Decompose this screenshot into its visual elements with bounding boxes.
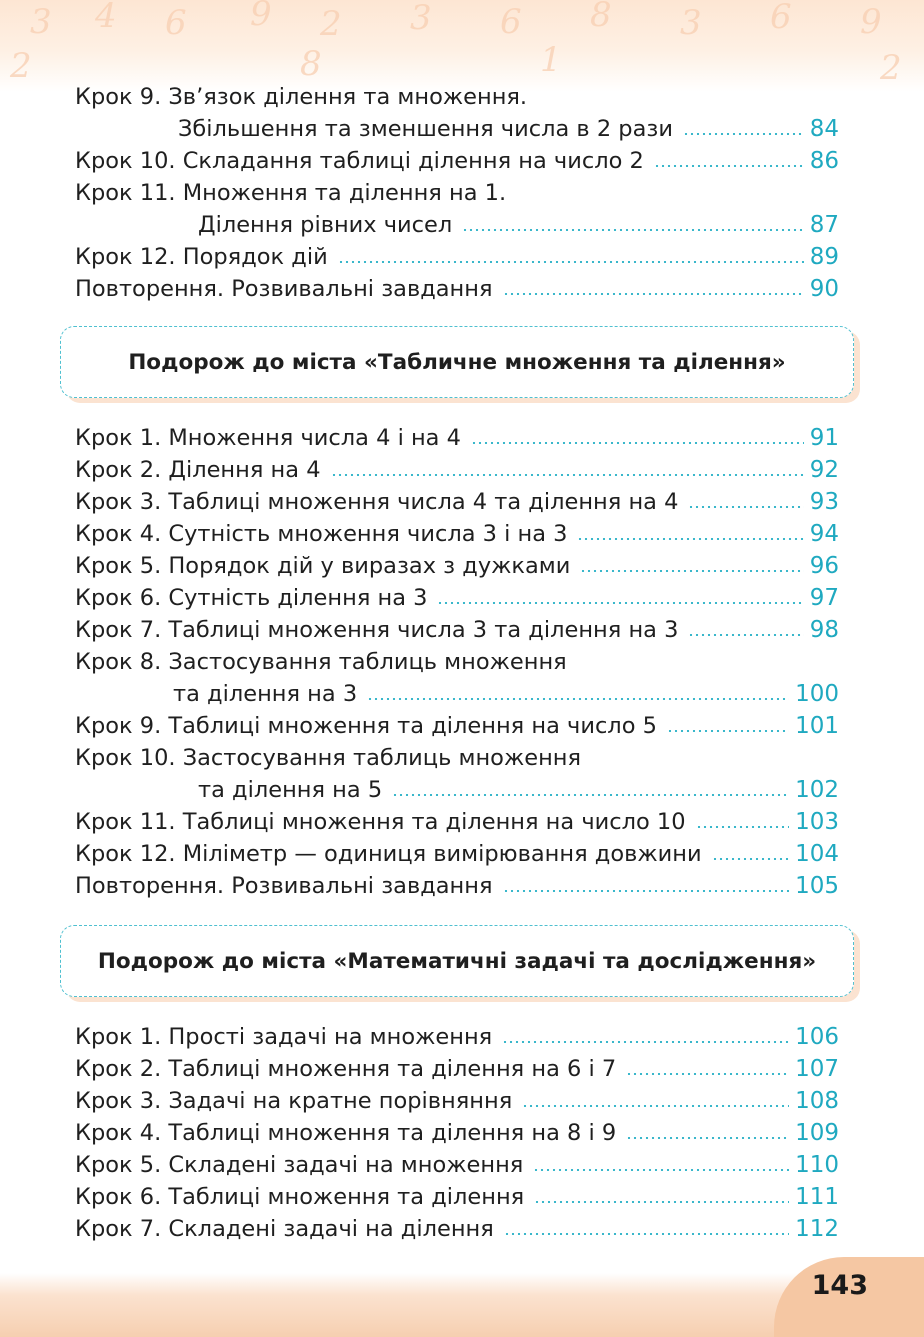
toc-entry-label: Крок 10. Складання таблиці ділення на число 2 [75,148,644,174]
dot-leader [503,293,804,295]
decorative-digit: 2 [320,4,342,44]
dot-leader [534,1201,789,1203]
toc-entry-line[interactable] [75,1213,839,1245]
dot-leader [577,538,803,540]
page-number: 143 [811,1270,868,1301]
toc-entry-line[interactable] [75,113,839,145]
toc-page-number: 105 [795,873,839,899]
decorative-digit: 3 [680,3,702,43]
decorative-digit: 6 [770,0,792,37]
dot-leader [580,570,803,572]
toc-page-number: 84 [809,116,839,142]
toc-page-number: 87 [809,212,839,238]
toc-entry-label: Крок 11. Множення та ділення на 1. [75,180,507,206]
toc-page-number: 109 [795,1120,839,1146]
toc-page-number: 90 [809,276,839,302]
toc-entry-label: Крок 8. Застосування таблиць множення [75,649,567,675]
toc-page-number: 103 [795,809,839,835]
toc-entry-line[interactable] [75,710,839,742]
section-heading-box [60,925,854,997]
toc-entry-line[interactable] [75,742,839,774]
dot-leader [462,229,803,231]
toc-page-number: 93 [809,489,839,515]
toc-entry-line[interactable] [75,486,839,518]
dot-leader [654,165,804,167]
toc-entry-label: Крок 2. Таблиці множення та ділення на 6 і 7 [75,1056,617,1082]
dot-leader [688,634,803,636]
toc-entry-line[interactable] [75,774,839,806]
toc-entry-label: Крок 4. Таблиці множення та ділення на 8 і 9 [75,1120,617,1146]
toc-entry-line[interactable] [75,870,839,902]
toc-entry-label: Крок 12. Порядок дій [75,244,328,270]
toc-page-number: 110 [795,1152,839,1178]
dot-leader [367,698,789,700]
toc-page-number: 108 [795,1088,839,1114]
decorative-digit: 6 [165,3,187,43]
dot-leader [437,602,803,604]
toc-entry-label: Повторення. Розвивальні завдання [75,873,493,899]
toc-entry-label: Крок 11. Таблиці множення та ділення на число 10 [75,809,686,835]
toc-entry-label: Крок 6. Таблиці множення та ділення [75,1184,525,1210]
toc-entry-label: Крок 1. Множення числа 4 і на 4 [75,425,461,451]
toc-page-number: 89 [809,244,839,270]
toc-page-number: 97 [809,585,839,611]
toc-entry-line[interactable] [75,273,839,305]
toc-entry-label: Крок 12. Міліметр — одиниця вимірювання довжини [75,841,702,867]
toc-entry-label: Крок 7. Складені задачі на ділення [75,1216,494,1242]
toc-page-number: 98 [809,617,839,643]
section-heading-box [60,326,854,398]
toc-entry-line[interactable] [75,177,839,209]
dot-leader [688,506,803,508]
toc-entry-line[interactable] [75,81,839,113]
toc-entry-label: Крок 7. Таблиці множення числа 3 та ділення на 3 [75,617,679,643]
toc-page-number: 92 [809,457,839,483]
toc-entry-line[interactable] [75,1117,839,1149]
toc-page-number: 100 [795,681,839,707]
toc-entry-label: Крок 4. Сутність множення числа 3 і на 3 [75,521,568,547]
toc-page-number: 91 [809,425,839,451]
toc-entry-line[interactable] [75,646,839,678]
dot-leader [626,1137,789,1139]
dot-leader [392,794,789,796]
toc-entry-label: Крок 5. Порядок дій у виразах з дужками [75,553,571,579]
toc-entry-line[interactable] [75,454,839,486]
toc-page-number: 111 [795,1184,839,1210]
dot-leader [696,826,790,828]
toc-entry-label: та ділення на 5 [198,777,383,803]
toc-entry-line[interactable] [75,806,839,838]
dot-leader [712,858,790,860]
decorative-digit: 2 [880,48,902,88]
decorative-digit: 9 [250,0,272,34]
dot-leader [683,133,804,135]
toc-entry-line[interactable] [75,1181,839,1213]
toc-entry-label: Ділення рівних чисел [198,212,453,238]
dot-leader [331,474,804,476]
toc-entry-line[interactable] [75,422,839,454]
toc-entry-line[interactable] [75,1085,839,1117]
toc-page-number: 106 [795,1024,839,1050]
decorative-digit: 3 [30,2,52,42]
toc-entry-line[interactable] [75,1021,839,1053]
decorative-digit: 4 [95,0,117,36]
decorative-header-band [0,0,924,92]
toc-entry-line[interactable] [75,550,839,582]
dot-leader [522,1105,789,1107]
toc-page-number: 86 [809,148,839,174]
toc-entry-line[interactable] [75,1149,839,1181]
toc-entry-line[interactable] [75,614,839,646]
toc-entry-label: Збільшення та зменшення числа в 2 рази [178,116,673,142]
toc-entry-label: Крок 9. Зв’язок ділення та множення. [75,84,528,110]
decorative-digit: 6 [500,2,522,42]
toc-entry-label: Крок 1. Прості задачі на множення [75,1024,493,1050]
section-title: Подорож до міста «Табличне множення та ділення» [128,349,786,375]
decorative-digit: 8 [590,0,612,35]
toc-entry-line[interactable] [75,209,839,241]
toc-entry-label: Крок 5. Складені задачі на множення [75,1152,524,1178]
dot-leader [626,1073,789,1075]
dot-leader [471,442,804,444]
dot-leader [667,730,789,732]
decorative-digit: 1 [540,40,562,80]
decorative-digit: 9 [860,2,882,42]
dot-leader [504,1233,789,1235]
toc-entry-line[interactable] [75,518,839,550]
toc-entry-label: Крок 6. Сутність ділення на 3 [75,585,428,611]
decorative-digit: 8 [300,44,322,84]
toc-entry-label: Крок 2. Ділення на 4 [75,457,321,483]
toc-entry-line[interactable] [75,1053,839,1085]
toc-entry-label: та ділення на 3 [173,681,358,707]
toc-entry-label: Крок 9. Таблиці множення та ділення на число 5 [75,713,657,739]
toc-page-number: 101 [795,713,839,739]
toc-entry-label: Крок 3. Таблиці множення числа 4 та ділення на 4 [75,489,679,515]
toc-page-number: 102 [795,777,839,803]
toc-entry-line[interactable] [75,145,839,177]
toc-entry-label: Повторення. Розвивальні завдання [75,276,493,302]
toc-entry-label: Крок 3. Задачі на кратне порівняння [75,1088,513,1114]
toc-entry-line[interactable] [75,582,839,614]
dot-leader [502,1041,789,1043]
toc-page-number: 94 [809,521,839,547]
toc-entry-label: Крок 10. Застосування таблиць множення [75,745,582,771]
dot-leader [338,261,804,263]
toc-page-number: 96 [809,553,839,579]
section-title: Подорож до міста «Математичні задачі та дослідження» [97,948,817,974]
decorative-digit: 2 [10,46,32,86]
toc-entry-line[interactable] [75,241,839,273]
toc-page-number: 112 [795,1216,839,1242]
toc-entry-line[interactable] [75,678,839,710]
toc-page-number: 107 [795,1056,839,1082]
dot-leader [533,1169,789,1171]
toc-page-number: 104 [795,841,839,867]
toc-entry-line[interactable] [75,838,839,870]
decorative-digit: 3 [410,0,432,38]
dot-leader [503,890,790,892]
